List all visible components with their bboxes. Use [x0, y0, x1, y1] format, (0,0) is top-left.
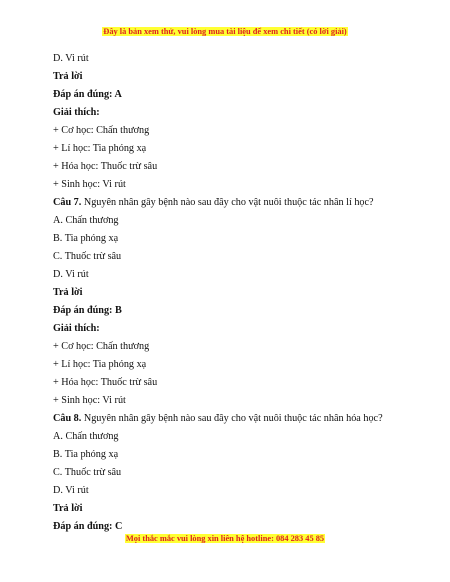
text-line: [53, 124, 433, 142]
line-text: A. Chấn thương: [53, 215, 119, 226]
text-line: [53, 340, 433, 358]
line-text: Trả lời: [53, 287, 83, 298]
line-text: B. Tia phóng xạ: [53, 233, 119, 244]
line-text: + Sinh học: Vi rút: [53, 179, 126, 190]
line-text: C. Thuốc trừ sâu: [53, 251, 122, 262]
text-line: [53, 376, 433, 394]
text-line: [53, 448, 433, 466]
answer-heading-line: [53, 286, 433, 304]
answer-heading-line: [53, 88, 433, 106]
text-line: [53, 52, 433, 70]
text-line: [53, 178, 433, 196]
document-body: [53, 52, 433, 538]
line-text: B. Tia phóng xạ: [53, 449, 119, 460]
line-text: + Lí học: Tia phóng xạ: [53, 143, 147, 154]
line-text: + Lí học: Tia phóng xạ: [53, 359, 147, 370]
question-line: [53, 412, 433, 430]
line-text: Nguyên nhân gây bệnh nào sau đây cho vật nuôi thuộc tác nhân lí học?: [81, 197, 374, 208]
answer-heading-line: [53, 106, 433, 124]
line-text: Đáp án đúng: C: [53, 521, 123, 532]
hotline-banner: [0, 534, 450, 543]
preview-notice-text: Đây là bản xem thử, vui lòng mua tài liệu để xem chi tiết (có lời giải): [103, 27, 347, 36]
preview-notice-banner: [0, 27, 450, 36]
line-text: A. Chấn thương: [53, 431, 119, 442]
text-line: [53, 250, 433, 268]
text-line: [53, 394, 433, 412]
line-text: D. Vi rút: [53, 53, 89, 64]
line-text: Nguyên nhân gây bệnh nào sau đây cho vật nuôi thuộc tác nhân hóa học?: [81, 413, 383, 424]
line-text: + Sinh học: Vi rút: [53, 395, 126, 406]
line-text: + Hóa học: Thuốc trừ sâu: [53, 161, 158, 172]
question-number: Câu 7.: [53, 197, 82, 208]
text-line: [53, 268, 433, 286]
text-line: [53, 232, 433, 250]
text-line: [53, 358, 433, 376]
line-text: + Cơ học: Chấn thương: [53, 125, 150, 136]
hotline-text: Mọi thắc mắc vui lòng xin liên hệ hotline: 084 283 45 85: [125, 534, 325, 543]
line-text: D. Vi rút: [53, 485, 89, 496]
line-text: + Hóa học: Thuốc trừ sâu: [53, 377, 158, 388]
answer-heading-line: [53, 70, 433, 88]
text-line: [53, 430, 433, 448]
line-text: Đáp án đúng: B: [53, 305, 122, 316]
question-line: [53, 196, 433, 214]
answer-heading-line: [53, 502, 433, 520]
text-line: [53, 142, 433, 160]
line-text: Giải thích:: [53, 107, 100, 118]
line-text: C. Thuốc trừ sâu: [53, 467, 122, 478]
question-number: Câu 8.: [53, 413, 82, 424]
text-line: [53, 214, 433, 232]
line-text: Trả lời: [53, 503, 83, 514]
line-text: Trả lời: [53, 71, 83, 82]
line-text: D. Vi rút: [53, 269, 89, 280]
text-line: [53, 466, 433, 484]
text-line: [53, 484, 433, 502]
line-text: + Cơ học: Chấn thương: [53, 341, 150, 352]
line-text: Đáp án đúng: A: [53, 89, 122, 100]
answer-heading-line: [53, 304, 433, 322]
line-text: Giải thích:: [53, 323, 100, 334]
text-line: [53, 160, 433, 178]
answer-heading-line: [53, 322, 433, 340]
